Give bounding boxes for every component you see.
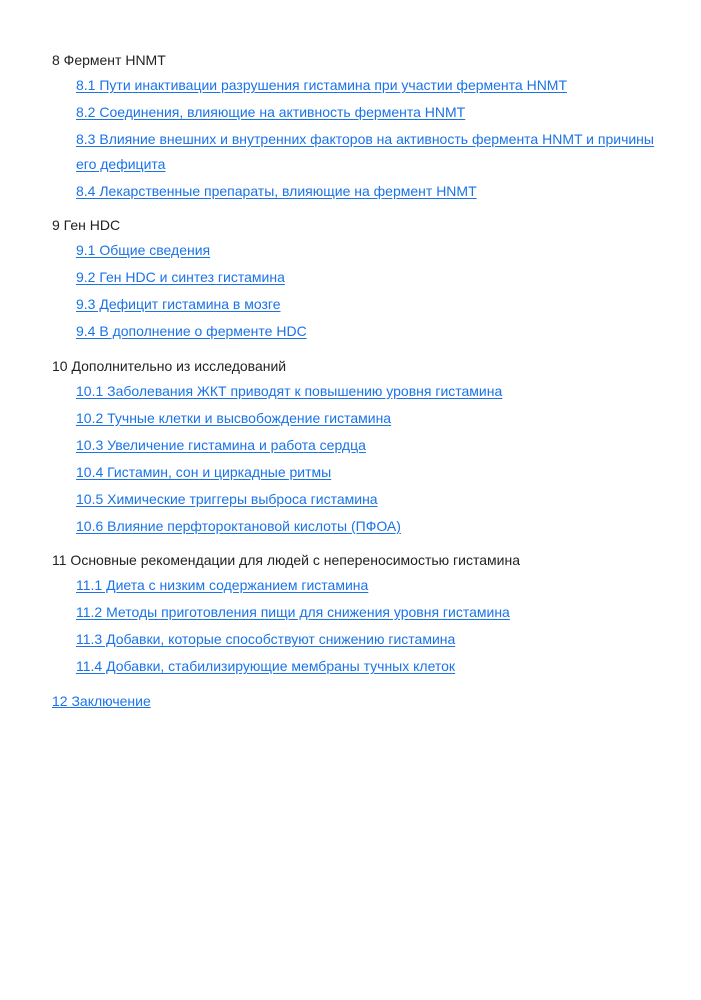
toc-item xyxy=(76,100,672,125)
toc-section-11 xyxy=(52,549,672,679)
toc-heading-link[interactable]: 12 Заключение xyxy=(52,692,151,709)
toc-item xyxy=(76,514,672,539)
toc-heading: 8 Фермент HNMT xyxy=(52,52,166,68)
toc-item xyxy=(76,406,672,431)
toc-item xyxy=(76,292,672,317)
toc-heading: 10 Дополнительно из исследований xyxy=(52,357,287,374)
toc-section-9 xyxy=(52,214,672,344)
toc-sublist xyxy=(52,238,672,344)
toc-item xyxy=(76,573,672,598)
toc-item xyxy=(76,238,672,263)
toc-sublist xyxy=(52,73,672,203)
toc-item xyxy=(76,73,672,98)
toc-item xyxy=(76,627,672,652)
toc-link[interactable]: 8.2 Соединения, влияющие на активность фермента HNMT xyxy=(76,104,466,120)
toc-link[interactable]: 9.4 В дополнение о ферменте HDC xyxy=(76,323,307,339)
toc-sublist xyxy=(52,573,672,679)
toc-item xyxy=(76,379,672,404)
toc-link[interactable]: 11.3 Добавки, которые способствуют снижению гистамина xyxy=(76,631,456,647)
toc-link[interactable]: 11.2 Методы приготовления пищи для снижения уровня гистамина xyxy=(76,604,510,620)
toc-item xyxy=(76,460,672,485)
toc-item xyxy=(76,600,672,625)
toc-link[interactable]: 9.3 Дефицит гистамина в мозге xyxy=(76,296,281,312)
toc-link[interactable]: 11.4 Добавки, стабилизирующие мембраны тучных клеток xyxy=(76,658,456,674)
toc-link[interactable]: 10.5 Химические триггеры выброса гистамина xyxy=(76,490,378,507)
toc-section-10 xyxy=(52,355,672,539)
toc-link[interactable]: 10.4 Гистамин, сон и циркадные ритмы xyxy=(76,463,332,480)
toc-link[interactable]: 10.1 Заболевания ЖКТ приводят к повышению уровня гистамина xyxy=(76,382,503,399)
toc-section-8 xyxy=(52,49,672,203)
toc-item xyxy=(76,433,672,458)
toc-heading: 11 Основные рекомендации для людей с непереносимостью гистамина xyxy=(52,552,520,568)
toc-link[interactable]: 9.2 Ген HDC и синтез гистамина xyxy=(76,269,285,285)
toc-heading: 9 Ген HDC xyxy=(52,217,121,233)
toc-item xyxy=(76,487,672,512)
toc-link[interactable]: 8.1 Пути инактивации разрушения гистамина при участии фермента HNMT xyxy=(76,77,568,93)
toc-item xyxy=(76,179,672,204)
toc-item xyxy=(76,127,672,176)
toc-link[interactable]: 8.3 Влияние внешних и внутренних факторов на активность фермента HNMT и причины его дефицита xyxy=(76,131,654,172)
toc-link[interactable]: 10.3 Увеличение гистамина и работа сердца xyxy=(76,436,366,453)
toc-link[interactable]: 10.6 Влияние перфтороктановой кислоты (ПФОА) xyxy=(76,517,401,534)
toc-link[interactable]: 11.1 Диета с низким содержанием гистамина xyxy=(76,577,369,593)
table-of-contents xyxy=(52,49,672,712)
toc-item xyxy=(76,654,672,679)
toc-item xyxy=(76,265,672,290)
toc-link[interactable]: 10.2 Тучные клетки и высвобождение гистамина xyxy=(76,409,392,426)
toc-link[interactable]: 8.4 Лекарственные препараты, влияющие на фермент HNMT xyxy=(76,182,477,199)
toc-sublist xyxy=(52,379,672,539)
toc-link[interactable]: 9.1 Общие сведения xyxy=(76,242,211,258)
toc-section-12 xyxy=(52,690,672,712)
toc-item xyxy=(76,319,672,344)
